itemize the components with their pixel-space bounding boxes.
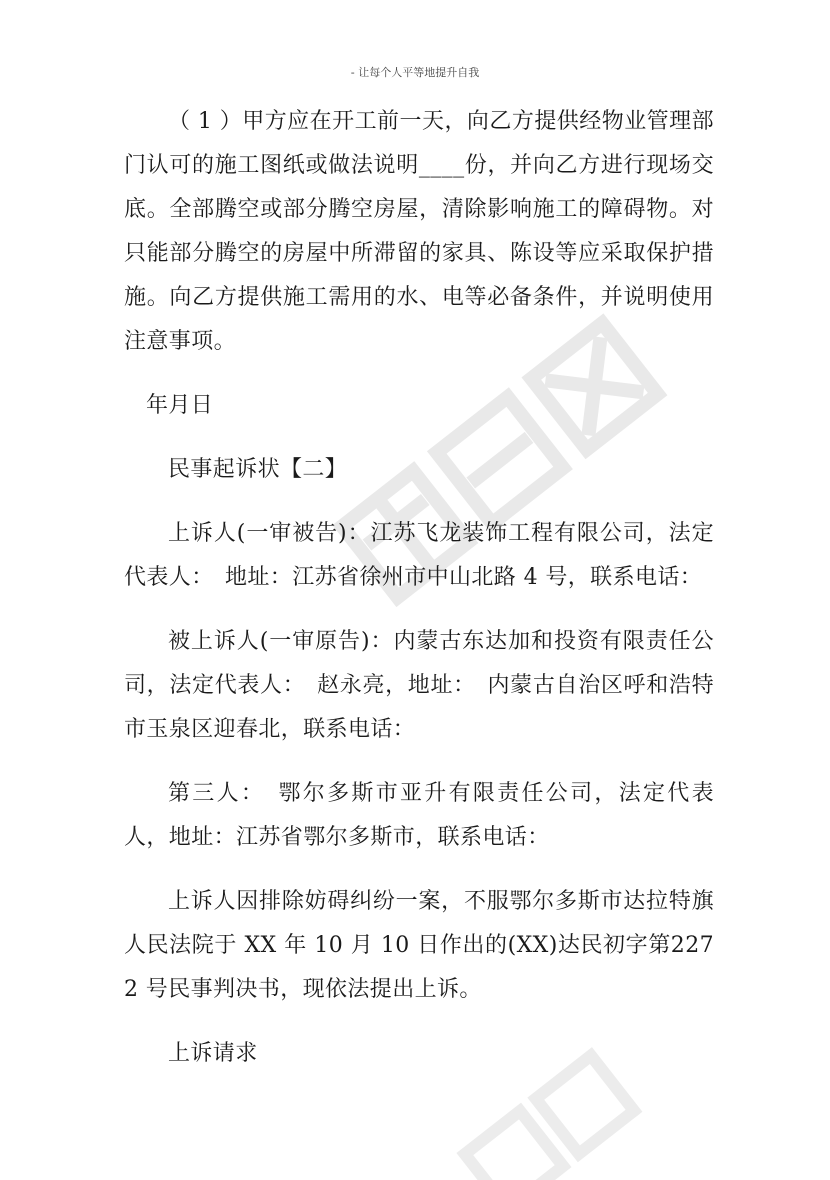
paragraph-appellant: 上诉人(一审被告)：江苏飞龙装饰工程有限公司，法定代表人： 地址：江苏省徐州市中山北路 4 号，联系电话： [124,521,714,590]
page-header: - 让每个人平等地提升自我 [350,66,480,79]
section-title-appeal-request: 上诉请求 [168,1041,258,1066]
paragraph-appeal-reason: 上诉人因排除妨碍纠纷一案，不服鄂尔多斯市达拉特旗人民法院于 XX 年 10 月 10 日作出的(XX)达民初字第2272 号民事判决书，现依法提出上诉。 [124,889,714,1002]
paragraph-date: 年月日 [146,393,214,418]
paragraph-third-party: 第三人： 鄂尔多斯市亚升有限责任公司，法定代表人，地址：江苏省鄂尔多斯市，联系电话： [124,781,714,850]
section-title-complaint-2: 民事起诉状【二】 [168,457,348,482]
paragraph-party-a-duties: （ 1 ）甲方应在开工前一天，向乙方提供经物业管理部门认可的施工图纸或做法说明____份，并向乙方进行现场交底。全部腾空或部分腾空房屋，清除影响施工的障碍物。对只能部分腾空的房屋中所滞留的家具、陈设等应采取保护措施。向乙方提供施工需用的水、电等必备条件，并说明使用注意事项。 [124,109,714,354]
paragraph-appellee: 被上诉人(一审原告)：内蒙古东达加和投资有限责任公司，法定代表人： 赵永亮，地址： 内蒙古自治区呼和浩特市玉泉区迎春北，联系电话： [124,629,714,742]
document-body [124,100,714,1076]
